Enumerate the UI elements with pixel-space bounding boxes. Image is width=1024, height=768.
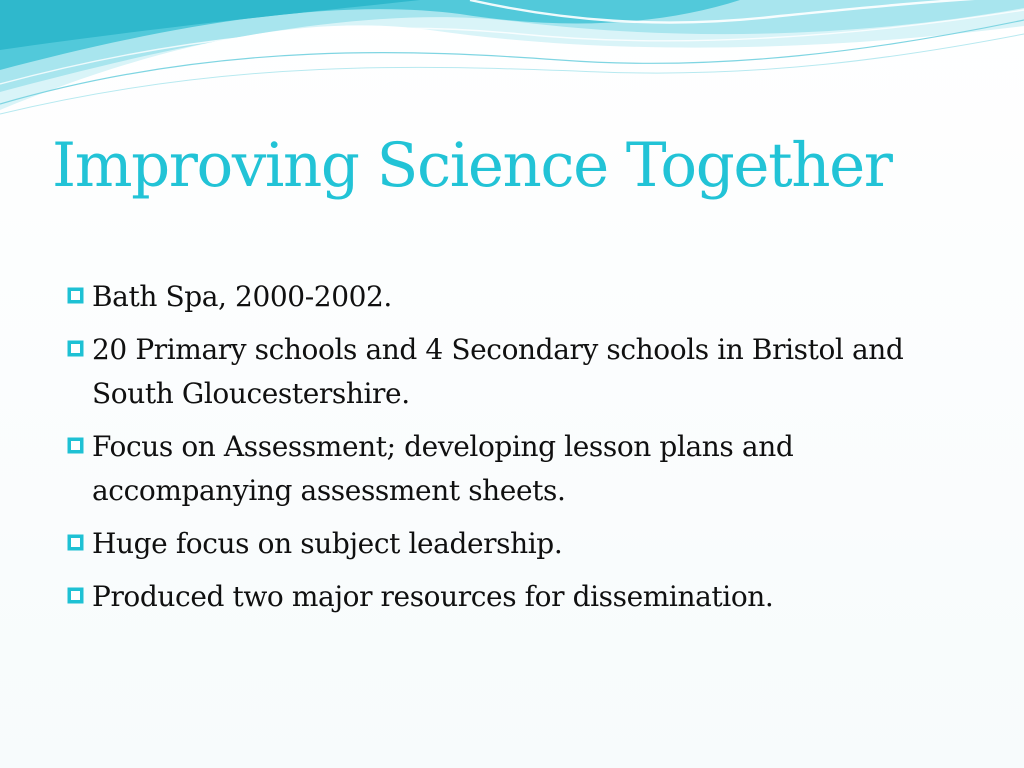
bullet-item <box>64 425 980 513</box>
hollow-square-bullet-icon <box>67 437 84 454</box>
bullet-item <box>64 275 980 319</box>
bullet-item <box>64 575 980 619</box>
bullet-text: Bath Spa, 2000-2002. <box>92 280 392 313</box>
wave-decoration <box>0 0 1024 120</box>
hollow-square-bullet-icon <box>67 340 84 357</box>
bullet-text: Produced two major resources for dissemination. <box>92 580 774 613</box>
bullet-list <box>64 275 980 628</box>
hollow-square-bullet-icon <box>67 534 84 551</box>
bullet-text: 20 Primary schools and 4 Secondary schools in Bristol and South Gloucestershire. <box>92 333 904 410</box>
hollow-square-bullet-icon <box>67 287 84 304</box>
bullet-text: Focus on Assessment; developing lesson plans and accompanying assessment sheets. <box>92 430 794 507</box>
bullet-item <box>64 328 980 416</box>
bullet-item <box>64 522 980 566</box>
slide-title: Improving Science Together <box>52 130 892 201</box>
bullet-text: Huge focus on subject leadership. <box>92 527 563 560</box>
hollow-square-bullet-icon <box>67 587 84 604</box>
